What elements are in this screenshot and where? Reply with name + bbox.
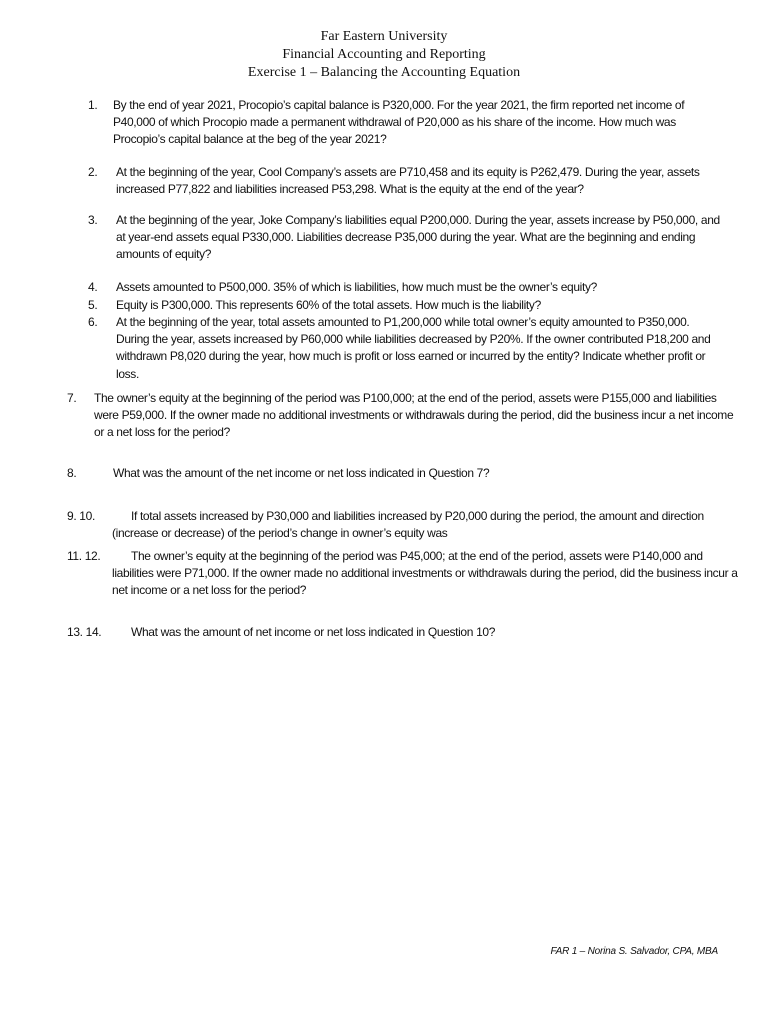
question-text: What was the amount of net income or net loss indicated in Question 10? xyxy=(131,625,496,639)
question-number: 8. xyxy=(67,466,77,480)
course-title: Financial Accounting and Reporting xyxy=(282,47,486,62)
question-text: The owner’s equity at the beginning of the period was P45,000; at the end of the period, assets were P140,000 and liabilities were P71,000. If the owner made no additional investments or withdrawals during the period, did the business incur a net income or a net loss for the period? xyxy=(112,549,738,598)
question-text: Assets amounted to P500,000. 35% of which is liabilities, how much must be the owner’s equity? xyxy=(116,280,597,294)
question-number: 11. 12. xyxy=(67,549,101,563)
question-text: By the end of year 2021, Procopio’s capital balance is P320,000. For the year 2021, the firm reported net income of P40,000 of which Procopio made a permanent withdrawal of P20,000 as his share of the income. How much was Procopio’s capital balance at the beg of the year 2021? xyxy=(113,98,685,147)
question-number: 6. xyxy=(88,315,98,329)
question-number: 1. xyxy=(88,98,98,112)
question-number: 5. xyxy=(88,298,98,312)
question-text: At the beginning of the year, Cool Company’s assets are P710,458 and its equity is P262,479. During the year, assets increased P77,822 and liabilities increased P53,298. What is the equity at the end of the year? xyxy=(116,165,700,197)
question-number: 9. 10. xyxy=(67,509,95,523)
question-text: What was the amount of the net income or net loss indicated in Question 7? xyxy=(113,466,490,480)
university-name: Far Eastern University xyxy=(320,29,448,44)
question-number: 3. xyxy=(88,213,98,227)
question-text: At the beginning of the year, total assets amounted to P1,200,000 while total owner’s equity amounted to P350,000. During the year, assets increased by P60,000 while liabilities decreased by P20%. If the owner contributed P18,200 and withdrawn P8,020 during the year, how much is profit or loss earned or incurred by the entity? Indicate whether profit or loss. xyxy=(116,315,711,381)
question-number: 13. 14. xyxy=(67,625,102,639)
exercise-title: Exercise 1 – Balancing the Accounting Equation xyxy=(247,65,521,80)
page-footer: FAR 1 – Norina S. Salvador, CPA, MBA xyxy=(550,946,718,957)
document-header xyxy=(0,28,768,82)
question-text: Equity is P300,000. This represents 60% of the total assets. How much is the liability? xyxy=(116,298,541,312)
question-text: If total assets increased by P30,000 and liabilities increased by P20,000 during the period, the amount and direction (increase or decrease) of the period’s change in owner’s equity was xyxy=(112,509,704,541)
question-number: 7. xyxy=(67,391,77,405)
question-text: The owner’s equity at the beginning of the period was P100,000; at the end of the period, assets were P155,000 and liabilities were P59,000. If the owner made no additional investments or withdrawals during the period, did the business incur a net income or a net loss for the period? xyxy=(94,391,734,440)
question-number: 4. xyxy=(88,280,98,294)
question-number: 2. xyxy=(88,165,98,179)
question-text: At the beginning of the year, Joke Company’s liabilities equal P200,000. During the year, assets increase by P50,000, and at year-end assets equal P330,000. Liabilities decrease P35,000 during the year. What are the beginning and ending amounts of equity? xyxy=(116,213,720,262)
